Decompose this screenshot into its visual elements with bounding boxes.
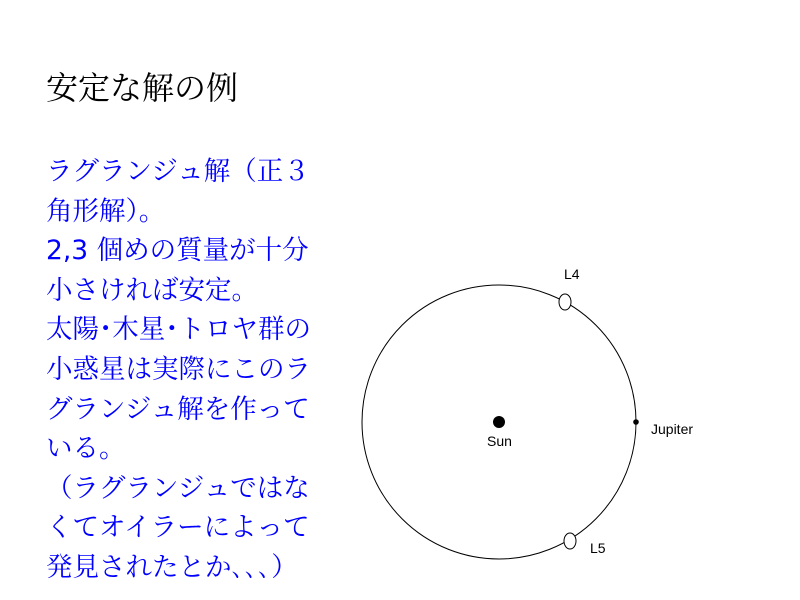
slide-title: 安定な解の例 [46,69,239,107]
body-line: 2,3 個めの質量が十分 [46,235,309,267]
body-line: いる。 [46,433,126,465]
body-line: 小さければ安定。 [46,274,258,306]
l5-label: L5 [590,540,606,556]
body-line: 発見されたとか､､､） [46,551,298,583]
body-line: 太陽･木星･トロヤ群の [46,314,311,346]
l4-ellipse [559,294,571,310]
sun-label: Sun [487,433,512,449]
jupiter-label: Jupiter [651,421,694,437]
l5-ellipse [564,533,576,549]
body-line: くてオイラーによって [46,512,310,544]
body-line: 角形解）。 [46,195,166,227]
l4-label: L4 [564,266,580,282]
body-line: ラグランジュ解（正３ [46,156,310,187]
body-line: （ラグランジュではな [46,472,310,504]
sun-dot [493,416,505,428]
body-line: 小惑星は実際にこのラ [46,353,311,385]
jupiter-dot [633,419,639,425]
body-line: グランジュ解を作って [46,393,310,425]
